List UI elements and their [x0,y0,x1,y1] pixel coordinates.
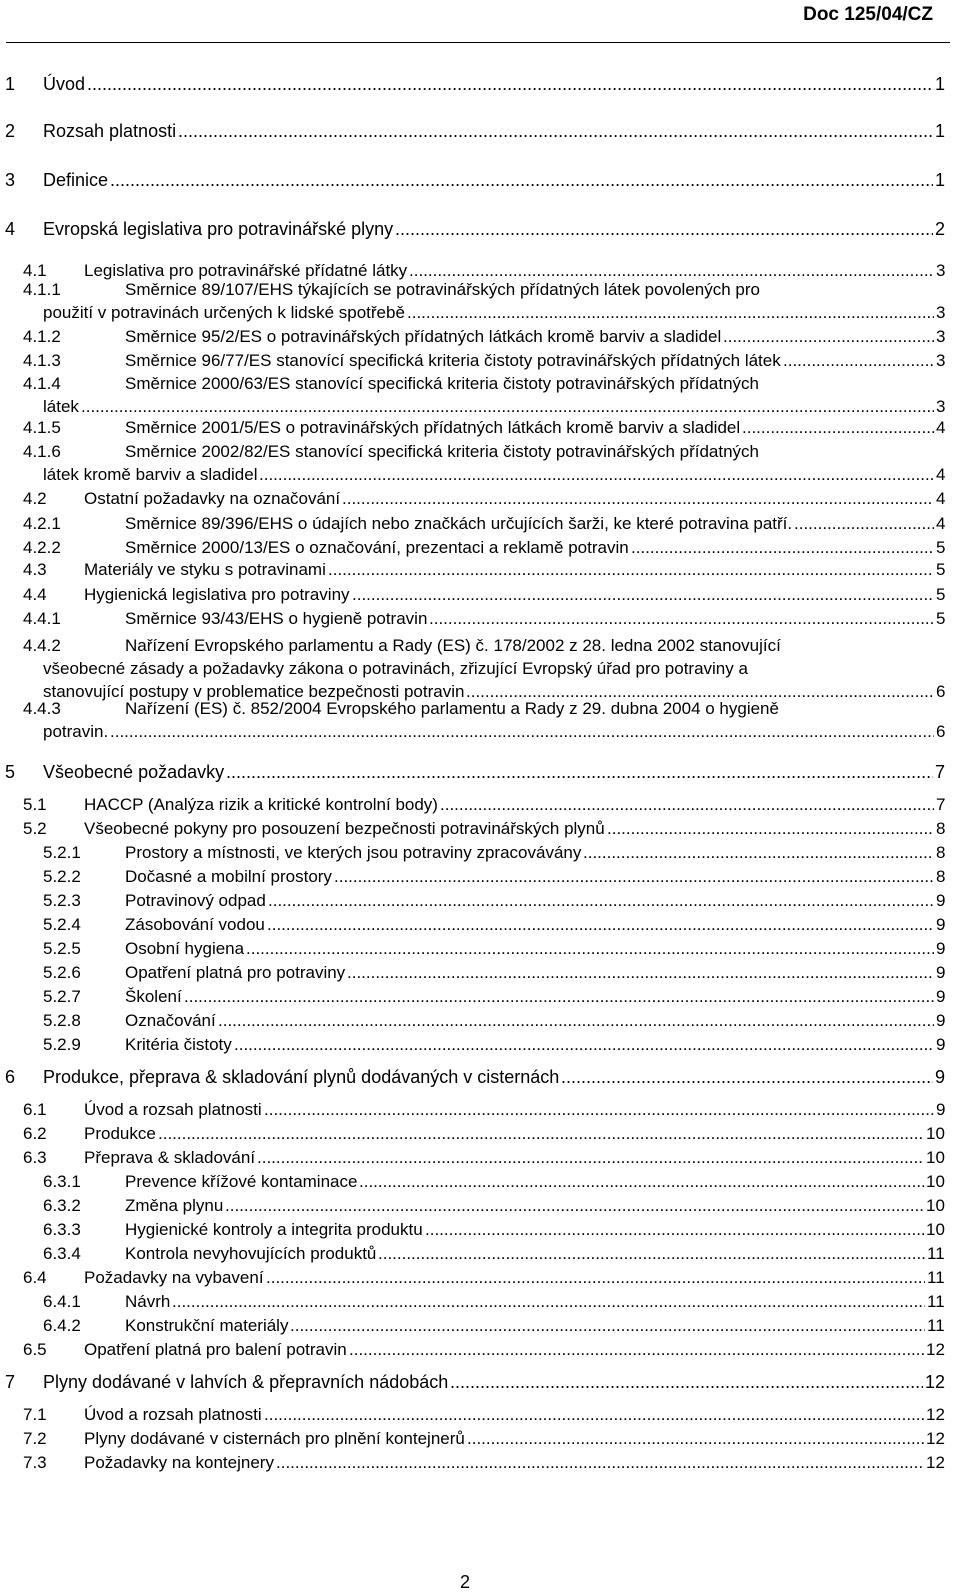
toc-dot-leader [172,1293,925,1310]
toc-dot-leader [352,586,934,603]
toc-entry-number: 4.1.6 [23,442,61,461]
toc-entry-title: Směrnice 2001/5/ES o potravinářských přídatných látkách kromě barviv a sladidel [125,418,741,437]
toc-entry-number: 5.2.8 [43,1011,81,1030]
toc-entry-number: 5.2.7 [43,987,81,1006]
toc-page-number: 2 [935,219,946,239]
toc-entry-number: 7 [5,1372,16,1392]
toc-entry-title: potravin. [43,722,109,741]
toc-page-number: 7 [936,795,946,814]
toc-dot-leader [450,1373,923,1391]
toc-page-number: 3 [936,261,946,280]
toc-page-number: 6 [936,682,946,701]
toc-page-number: 8 [936,843,946,862]
toc-page-number: 9 [936,891,946,910]
toc-dot-leader [81,398,934,415]
toc-entry-number: 7.2 [23,1429,47,1448]
toc-entry-title: Označování [125,1011,216,1030]
toc-entry-title: Požadavky na vybavení [84,1268,264,1287]
toc-page-number: 5 [936,585,946,604]
toc-entry-title: Opatření platná pro balení potravin [84,1340,347,1359]
toc-entry-title: Dočasné a mobilní prostory [125,867,332,886]
toc-entry-number: 5 [5,762,16,782]
toc-page-number: 3 [936,303,946,322]
toc-entry-title: použití v potravinách určených k lidské spotřebě [43,303,405,322]
toc-entry-title: látek kromě barviv a sladidel [43,465,258,484]
toc-entry-title: Směrnice 89/396/EHS o údajích nebo značkách určujících šarži, ke které potravina patří. [125,514,793,533]
toc-page-number: 9 [936,939,946,958]
toc-page-number: 10 [926,1148,945,1167]
toc-entry-number: 4.2.1 [23,514,61,533]
toc-page-number: 12 [925,1372,946,1392]
toc-dot-leader [631,539,934,556]
document-id: Doc 125/04/CZ [803,4,933,25]
toc-page-number: 9 [936,915,946,934]
toc-entry-title: Úvod a rozsah platnosti [84,1405,262,1424]
toc-page-number: 9 [935,1067,946,1087]
toc-entry-number: 5.2 [23,819,47,838]
toc-entry-number: 5.2.2 [43,867,81,886]
toc-entry-title: stanovující postupy v problematice bezpečnosti potravin [43,682,465,701]
toc-entry-title: Ostatní požadavky na označování [84,489,341,508]
toc-page-number: 9 [936,1011,946,1030]
toc-page-number: 1 [935,121,946,141]
toc-dot-leader [257,1149,924,1166]
toc-entry-number: 7.1 [23,1405,47,1424]
toc-entry-title: Produkce [84,1124,156,1143]
toc-page-number: 4 [936,465,946,484]
toc-entry-title: Konstrukční materiály [125,1316,289,1335]
toc-entry-number: 6.3.2 [43,1196,81,1215]
toc-entry-number: 5.2.6 [43,963,81,982]
toc-entry-number: 4.1.3 [23,351,61,370]
toc-entry-number: 6.3.4 [43,1244,81,1263]
toc-dot-leader [268,892,934,909]
toc-entry-title: Úvod a rozsah platnosti [84,1100,262,1119]
toc-dot-leader [425,1221,924,1238]
toc-entry-number: 4.1.5 [23,418,61,437]
toc-dot-leader [467,1430,924,1447]
toc-entry-number: 6 [5,1067,16,1087]
toc-page-number: 11 [927,1244,945,1263]
toc-dot-leader [290,1317,925,1334]
toc-entry-title: Směrnice 93/43/EHS o hygieně potravin [125,609,428,628]
page-number: 2 [460,1572,471,1592]
toc-entry-title: Všeobecné požadavky [43,762,225,782]
toc-entry-number: 5.2.1 [43,843,81,862]
toc-dot-leader [359,1173,924,1190]
toc-dot-leader [466,683,934,700]
toc-page-number: 12 [926,1429,945,1448]
toc-dot-leader [742,419,934,436]
toc-page-number: 9 [936,1100,946,1119]
toc-page-number: 3 [936,351,946,370]
toc-dot-leader [178,122,933,140]
toc-page-number: 1 [935,170,946,190]
toc-dot-leader [409,262,934,279]
toc-page-number: 11 [927,1316,945,1335]
toc-entry-number: 6.5 [23,1340,47,1359]
toc-entry-title: všeobecné zásady a požadavky zákona o potravinách, zřizující Evropský úřad pro potraviny a [43,659,748,678]
toc-page-number: 10 [926,1196,945,1215]
toc-entry-title: Nařízení Evropského parlamentu a Rady (ES) č. 178/2002 z 28. ledna 2002 stanovující [125,636,781,655]
toc-entry-number: 6.4.2 [43,1316,81,1335]
toc-entry-title: Směrnice 2002/82/ES stanovící specifická kriteria čistoty potravinářských přídatných [125,442,760,461]
toc-dot-leader [264,1406,924,1423]
toc-entry-number: 5.2.3 [43,891,81,910]
toc-entry-title: HACCP (Analýza rizik a kritické kontrolní body) [84,795,438,814]
toc-entry-title: Materiály ve styku s potravinami [84,560,326,579]
toc-dot-leader [328,561,934,578]
toc-entry-title: Osobní hygiena [125,939,245,958]
toc-page-number: 4 [936,514,946,533]
toc-page-number: 10 [926,1124,945,1143]
toc-entry-title: Školení [125,987,182,1006]
toc-entry-title: Všeobecné pokyny pro posouzení bezpečnosti potravinářských plynů [84,819,605,838]
toc-entry-number: 4.1.2 [23,327,61,346]
toc-entry-title: Přeprava & skladování [84,1148,256,1167]
toc-entry-number: 4 [5,219,16,239]
toc-dot-leader [266,1269,925,1286]
toc-entry-number: 6.3 [23,1148,47,1167]
toc-page-number: 3 [936,327,946,346]
toc-entry-title: Produkce, přeprava & skladování plynů dodávaných v cisternách [43,1067,560,1087]
toc-page-number: 5 [936,538,946,557]
toc-dot-leader [783,352,934,369]
toc-page-number: 12 [926,1405,945,1424]
toc-dot-leader [607,820,934,837]
toc-dot-leader [583,844,934,861]
toc-dot-leader [225,1197,924,1214]
toc-entry-number: 4.4.1 [23,609,61,628]
toc-page-number: 8 [936,867,946,886]
toc-dot-leader [110,723,934,740]
toc-entry-number: 4.1 [23,261,47,280]
toc-page-number: 1 [935,74,946,94]
toc-entry-title: Rozsah platnosti [43,121,177,141]
toc-entry-number: 6.4 [23,1268,47,1287]
toc-page-number: 9 [936,1035,946,1054]
toc-dot-leader [246,940,934,957]
toc-entry-title: Zásobování vodou [125,915,265,934]
toc-entry-number: 4.2.2 [23,538,61,557]
toc-dot-leader [440,796,934,813]
toc-entry-number: 6.4.1 [43,1292,81,1311]
toc-dot-leader [334,868,934,885]
toc-dot-leader [378,1245,925,1262]
toc-entry-title: Opatření platná pro potraviny [125,963,346,982]
toc-entry-title: Definice [43,170,109,190]
toc-entry-number: 4.1.1 [23,280,61,299]
toc-page-number: 4 [936,418,946,437]
toc-entry-title: Kritéria čistoty [125,1035,232,1054]
toc-entry-number: 4.3 [23,560,47,579]
toc-entry-title: Prostory a místnosti, ve kterých jsou potraviny zpracovávány [125,843,582,862]
toc-entry-number: 5.2.4 [43,915,81,934]
toc-page-number: 9 [936,987,946,1006]
toc-entry-title: Směrnice 2000/63/ES stanovící specifická kriteria čistoty potravinářských přídatných [125,374,760,393]
toc-page-number: 11 [927,1268,945,1287]
toc-entry-title: Plyny dodávané v cisternách pro plnění kontejnerů [84,1429,465,1448]
toc-entry-title: Prevence křížové kontaminace [125,1172,358,1191]
toc-entry-number: 4.2 [23,489,47,508]
toc-entry-number: 4.1.4 [23,374,61,393]
toc-entry-title: Směrnice 2000/13/ES o označování, prezentaci a reklamě potravin [125,538,629,557]
toc-dot-leader [264,1101,934,1118]
toc-entry-title: Úvod [43,74,86,94]
toc-page-number: 10 [926,1220,945,1239]
toc-dot-leader [259,466,934,483]
toc-dot-leader [407,304,934,321]
toc-entry-number: 2 [5,121,16,141]
toc-entry-title: Kontrola nevyhovujících produktů [125,1244,377,1263]
toc-entry-title: Legislativa pro potravinářské přídatné látky [84,261,408,280]
toc-dot-leader [723,328,934,345]
toc-page-number: 6 [936,722,946,741]
toc-entry-number: 6.1 [23,1100,47,1119]
toc-dot-leader [347,964,934,981]
toc-entry-number: 6.2 [23,1124,47,1143]
toc-entry-number: 3 [5,170,16,190]
toc-page-number: 12 [926,1340,945,1359]
toc-page-number: 9 [936,963,946,982]
toc-entry-title: Požadavky na kontejnery [84,1453,274,1472]
toc-entry-title: Potravinový odpad [125,891,266,910]
toc-entry-number: 5.1 [23,795,47,814]
toc-dot-leader [349,1341,924,1358]
toc-entry-number: 4.4.3 [23,699,61,718]
toc-entry-title: Plyny dodávané v lahvích & přepravních nádobách [43,1372,449,1392]
toc-entry-number: 7.3 [23,1453,47,1472]
toc-entry-title: Směrnice 96/77/ES stanovící specifická kriteria čistoty potravinářských přídatných látek [125,351,781,370]
toc-entry-title: Směrnice 89/107/EHS týkajících se potravinářských přídatných látek povolených pro [125,280,760,299]
toc-page-number: 3 [936,397,946,416]
toc-dot-leader [110,171,933,189]
toc-dot-leader [395,220,933,238]
toc-entry-number: 5.2.9 [43,1035,81,1054]
toc-dot-leader [218,1012,934,1029]
toc-entry-number: 6.3.3 [43,1220,81,1239]
toc-entry-number: 5.2.5 [43,939,81,958]
toc-entry-number: 6.3.1 [43,1172,81,1191]
toc-entry-number: 1 [5,74,16,94]
toc-page-number: 5 [936,560,946,579]
toc-page-number: 5 [936,609,946,628]
toc-dot-leader [276,1454,924,1471]
toc-dot-leader [87,75,933,93]
toc-dot-leader [342,490,934,507]
toc-page-number: 8 [936,819,946,838]
toc-entry-title: Hygienická legislativa pro potraviny [84,585,350,604]
toc-entry-title: Hygienické kontroly a integrita produktu [125,1220,423,1239]
toc-dot-leader [429,610,934,627]
toc-dot-leader [267,916,934,933]
toc-page-number: 11 [927,1292,945,1311]
toc-entry-title: látek [43,397,79,416]
toc-dot-leader [158,1125,924,1142]
toc-page-number: 12 [926,1453,945,1472]
toc-entry-number: 4.4 [23,585,47,604]
toc-entry-title: Návrh [125,1292,171,1311]
toc-dot-leader [234,1036,934,1053]
toc-dot-leader [561,1068,933,1086]
toc-dot-leader [794,515,934,532]
toc-dot-leader [184,988,934,1005]
toc-dot-leader [226,763,933,781]
toc-entry-title: Směrnice 95/2/ES o potravinářských přídatných látkách kromě barviv a sladidel [125,327,722,346]
toc-entry-title: Nařízení (ES) č. 852/2004 Evropského parlamentu a Rady z 29. dubna 2004 o hygieně [125,699,779,718]
toc-entry-title: Změna plynu [125,1196,224,1215]
toc-entry-title: Evropská legislativa pro potravinářské plyny [43,219,394,239]
toc-page-number: 7 [935,762,946,782]
toc-page-number: 4 [936,489,946,508]
toc-entry-number: 4.4.2 [23,636,61,655]
toc-page-number: 10 [926,1172,945,1191]
